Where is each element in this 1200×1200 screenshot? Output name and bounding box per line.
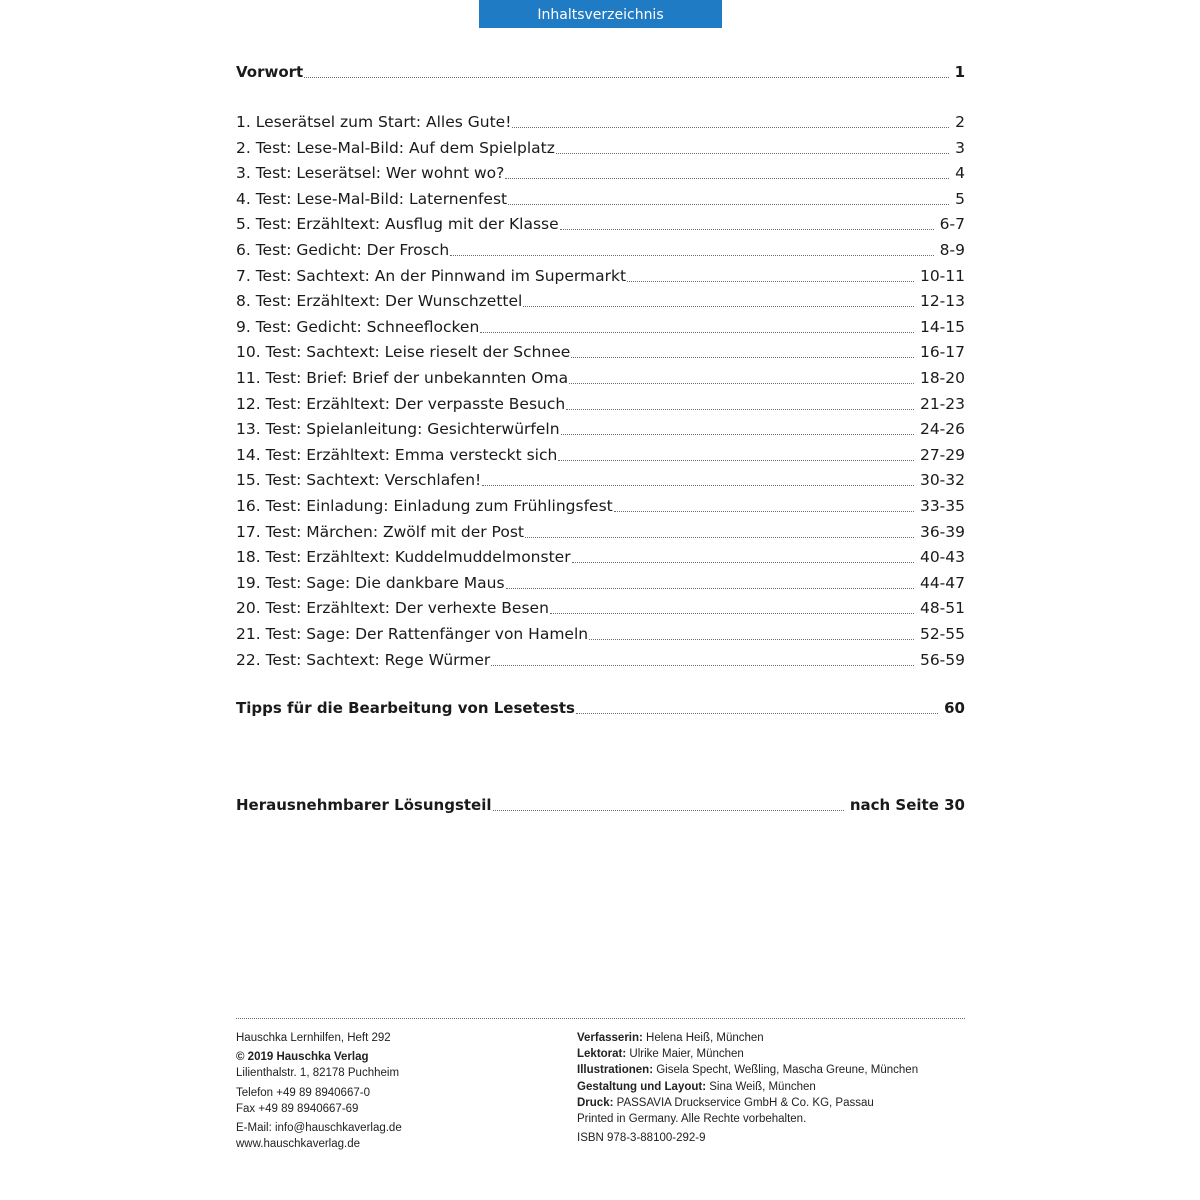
toc-entry[interactable] <box>236 644 965 670</box>
toc-entry-label: Vorwort <box>236 63 304 81</box>
toc-entry[interactable] <box>236 132 965 158</box>
toc-entry-label: Tipps für die Bearbeitung von Lesetests <box>236 699 575 717</box>
toc-entry[interactable] <box>236 464 965 490</box>
toc-entry-label: 15. Test: Sachtext: Verschlafen! <box>236 471 482 490</box>
toc-entry-label: 9. Test: Gedicht: Schneeflocken <box>236 317 480 336</box>
toc-entry-label: 17. Test: Märchen: Zwölf mit der Post <box>236 522 524 541</box>
dot-leader <box>482 484 914 486</box>
toc-entry-vorwort[interactable] <box>236 56 965 82</box>
toc-entry-page: 24-26 <box>919 420 965 439</box>
toc-entry-page: 3 <box>955 138 965 157</box>
dot-leader <box>493 809 844 811</box>
rights-notice: Printed in Germany. Alle Rechte vorbehalten. <box>577 1113 807 1126</box>
toc-entry[interactable] <box>236 592 965 618</box>
dot-leader <box>491 664 914 666</box>
toc-entry-tipps[interactable] <box>236 692 965 718</box>
toc-entry-page: 2 <box>955 113 965 131</box>
toc-entry-page: 36-39 <box>919 522 965 541</box>
toc-entry-label: 7. Test: Sachtext: An der Pinnwand im Supermarkt <box>236 266 627 285</box>
toc-entry[interactable] <box>236 413 965 439</box>
toc-entry-page: 27-29 <box>919 445 965 464</box>
toc-entry-loesungsteil[interactable] <box>236 789 965 815</box>
dot-leader <box>572 561 914 563</box>
toc-entry-page: 21-23 <box>919 394 965 413</box>
toc-entry-page: 18-20 <box>919 369 965 387</box>
toc-entry-page: 60 <box>944 699 965 717</box>
toc-entry-label: 14. Test: Erzähltext: Emma versteckt sich <box>236 445 558 464</box>
dot-leader <box>566 408 914 410</box>
dot-leader <box>304 76 948 78</box>
dot-leader <box>589 638 914 640</box>
toc-entry-label: 22. Test: Sachtext: Rege Würmer <box>236 650 491 669</box>
toc-entry-page: 52-55 <box>919 625 965 643</box>
credit-print: Druck: PASSAVIA Druckservice GmbH & Co. KG, Passau <box>577 1096 874 1109</box>
toc-entry[interactable] <box>236 490 965 516</box>
toc-entry-label: 3. Test: Leserätsel: Wer wohnt wo? <box>236 164 505 183</box>
toc-entry-page: 5 <box>955 189 965 208</box>
dot-leader <box>506 587 914 589</box>
isbn: ISBN 978-3-88100-292-9 <box>577 1132 706 1145</box>
toc-entry[interactable] <box>236 183 965 209</box>
toc-entry-label: 21. Test: Sage: Der Rattenfänger von Hameln <box>236 625 589 643</box>
toc-entry-page: 10-11 <box>919 266 965 285</box>
toc-entry[interactable] <box>236 234 965 260</box>
toc-entry[interactable] <box>236 439 965 465</box>
toc-entry-page: 44-47 <box>919 573 965 592</box>
toc-entry-page: nach Seite 30 <box>849 796 965 814</box>
toc-entry-page: 8-9 <box>939 241 965 259</box>
toc-entry-page: 40-43 <box>919 548 965 567</box>
dot-leader <box>627 280 914 282</box>
toc-entry-label: 2. Test: Lese-Mal-Bild: Auf dem Spielplatz <box>236 138 555 157</box>
toc-entry-page: 6-7 <box>939 215 965 234</box>
series-info: Hauschka Lernhilfen, Heft 292 <box>236 1032 391 1044</box>
toc-entry-label: 1. Leserätsel zum Start: Alles Gute! <box>236 113 512 131</box>
dot-leader <box>561 433 914 435</box>
toc-entry-page: 4 <box>955 164 965 183</box>
dot-leader <box>450 254 934 256</box>
dot-leader <box>508 203 949 205</box>
toc-entry[interactable] <box>236 618 965 644</box>
dot-leader <box>558 459 914 461</box>
copyright: © 2019 Hauschka Verlag <box>236 1051 369 1064</box>
credit-editor: Lektorat: Ulrike Maier, München <box>577 1048 744 1061</box>
dot-leader <box>525 536 914 538</box>
toc-entry-page: 56-59 <box>919 650 965 669</box>
toc-entry-label: 4. Test: Lese-Mal-Bild: Laternenfest <box>236 189 508 208</box>
toc-entry-label: 16. Test: Einladung: Einladung zum Frühlingsfest <box>236 497 613 515</box>
website-link[interactable]: www.hauschkaverlag.de <box>236 1138 361 1151</box>
dot-leader <box>480 331 914 333</box>
toc-entry[interactable] <box>236 516 965 542</box>
toc-entry-page: 48-51 <box>919 599 965 618</box>
toc-entry[interactable] <box>236 106 965 132</box>
toc-entry-label: 10. Test: Sachtext: Leise rieselt der Schnee <box>236 343 571 362</box>
toc-entry[interactable] <box>236 362 965 388</box>
section-tab-label: Inhaltsverzeichnis <box>537 7 664 23</box>
credit-author: Verfasserin: Helena Heiß, München <box>577 1032 764 1044</box>
toc-entry[interactable] <box>236 157 965 183</box>
toc-entry[interactable] <box>236 336 965 362</box>
dot-leader <box>614 510 914 512</box>
email[interactable]: E-Mail: info@hauschkaverlag.de <box>236 1122 402 1135</box>
toc-entry[interactable] <box>236 208 965 234</box>
toc-entry-label: 20. Test: Erzähltext: Der verhexte Besen <box>236 599 549 618</box>
toc-entry-label: 11. Test: Brief: Brief der unbekannten Oma <box>236 369 569 387</box>
toc-entry-label: 13. Test: Spielanleitung: Gesichterwürfeln <box>236 420 560 439</box>
toc-entry[interactable] <box>236 260 965 286</box>
fax: Fax +49 89 8940667-69 <box>236 1102 359 1115</box>
toc-entry-label: 6. Test: Gedicht: Der Frosch <box>236 241 450 259</box>
toc-entry-label: Herausnehmbarer Lösungsteil <box>236 796 492 814</box>
address: Lilienthalstr. 1, 82178 Puchheim <box>236 1067 400 1080</box>
credits <box>577 1030 965 1146</box>
dot-leader <box>569 382 914 384</box>
toc-entry-page: 1 <box>954 63 965 81</box>
dot-leader <box>512 126 949 128</box>
toc-entry[interactable] <box>236 388 965 414</box>
dot-leader <box>523 305 914 307</box>
toc-entry[interactable] <box>236 311 965 337</box>
toc-entry-page: 33-35 <box>919 497 965 515</box>
toc-entry-page: 30-32 <box>919 471 965 490</box>
dot-leader <box>576 712 938 714</box>
section-tab <box>479 0 722 28</box>
toc-entry-label: 5. Test: Erzähltext: Ausflug mit der Klasse <box>236 215 559 234</box>
toc-entry-label: 8. Test: Erzähltext: Der Wunschzettel <box>236 292 523 311</box>
toc-entry-page: 14-15 <box>919 317 965 336</box>
toc-entry-page: 12-13 <box>919 292 965 311</box>
toc-entry-label: 12. Test: Erzähltext: Der verpasste Besuch <box>236 394 566 413</box>
dot-leader <box>560 228 934 230</box>
dot-leader <box>505 177 949 179</box>
toc-entry[interactable] <box>236 285 965 311</box>
footer-divider <box>236 1018 965 1019</box>
dot-leader <box>550 612 914 614</box>
dot-leader <box>556 152 949 154</box>
publisher-info <box>236 1030 556 1152</box>
credit-design: Gestaltung und Layout: Sina Weiß, München <box>577 1080 816 1093</box>
toc-entry[interactable] <box>236 541 965 567</box>
toc-entry-label: 19. Test: Sage: Die dankbare Maus <box>236 573 505 592</box>
toc-entry-page: 16-17 <box>919 343 965 362</box>
toc-entry[interactable] <box>236 567 965 593</box>
toc-entry-label: 18. Test: Erzähltext: Kuddelmuddelmonster <box>236 548 571 567</box>
phone: Telefon +49 89 8940667-0 <box>236 1086 370 1099</box>
credit-illustrations: Illustrationen: Gisela Specht, Weßling, Mascha Greune, München <box>577 1064 919 1077</box>
dot-leader <box>571 356 914 358</box>
